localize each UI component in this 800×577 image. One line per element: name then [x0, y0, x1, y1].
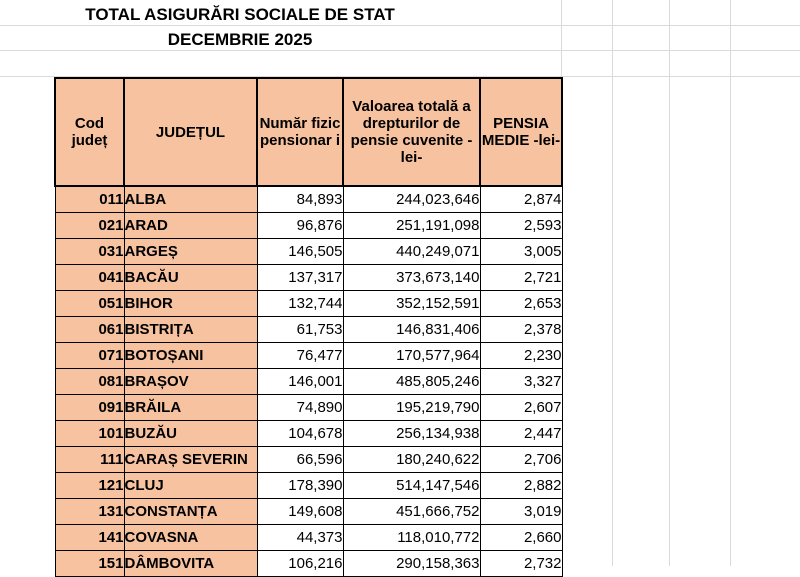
cell-judet[interactable]: BACĂU [124, 265, 257, 291]
cell-judet[interactable]: BRAȘOV [124, 369, 257, 395]
cell-pensia[interactable]: 2,721 [480, 265, 562, 291]
cell-valoare[interactable]: 118,010,772 [343, 525, 480, 551]
cell-cod[interactable]: 081 [55, 369, 124, 395]
table-row [55, 421, 562, 447]
cell-judet[interactable]: BOTOȘANI [124, 343, 257, 369]
cell-numar[interactable]: 106,216 [257, 551, 343, 577]
cell-pensia[interactable]: 3,327 [480, 369, 562, 395]
cell-numar[interactable]: 178,390 [257, 473, 343, 499]
cell-cod[interactable]: 041 [55, 265, 124, 291]
cell-valoare[interactable]: 373,673,140 [343, 265, 480, 291]
header-judet[interactable]: JUDEȚUL [124, 78, 257, 186]
cell-pensia[interactable]: 2,882 [480, 473, 562, 499]
cell-pensia[interactable]: 2,607 [480, 395, 562, 421]
cell-pensia[interactable]: 2,378 [480, 317, 562, 343]
cell-judet[interactable]: DÂMBOVITA [124, 551, 257, 577]
cell-cod[interactable]: 131 [55, 499, 124, 525]
cell-valoare[interactable]: 440,249,071 [343, 239, 480, 265]
table-row [55, 343, 562, 369]
cell-judet[interactable]: COVASNA [124, 525, 257, 551]
cell-numar[interactable]: 146,001 [257, 369, 343, 395]
cell-valoare[interactable]: 170,577,964 [343, 343, 480, 369]
cell-judet[interactable]: BRĂILA [124, 395, 257, 421]
cell-valoare[interactable]: 251,191,098 [343, 213, 480, 239]
cell-numar[interactable]: 61,753 [257, 317, 343, 343]
cell-valoare[interactable]: 485,805,246 [343, 369, 480, 395]
cell-judet[interactable]: ALBA [124, 186, 257, 213]
cell-valoare[interactable]: 244,023,646 [343, 186, 480, 213]
cell-cod[interactable]: 011 [55, 186, 124, 213]
cell-valoare[interactable]: 146,831,406 [343, 317, 480, 343]
gridline [669, 0, 670, 566]
cell-numar[interactable]: 84,893 [257, 186, 343, 213]
cell-numar[interactable]: 74,890 [257, 395, 343, 421]
cell-pensia[interactable]: 2,653 [480, 291, 562, 317]
header-numar[interactable]: Număr fizic pensionar i [257, 78, 343, 186]
cell-valoare[interactable]: 352,152,591 [343, 291, 480, 317]
table-row [55, 499, 562, 525]
cell-judet[interactable]: CONSTANȚA [124, 499, 257, 525]
header-cod[interactable]: Cod județ [55, 78, 124, 186]
cell-pensia[interactable]: 2,660 [480, 525, 562, 551]
gridline [0, 25, 800, 26]
table-row [55, 551, 562, 577]
cell-cod[interactable]: 151 [55, 551, 124, 577]
table-row [55, 473, 562, 499]
cell-numar[interactable]: 132,744 [257, 291, 343, 317]
cell-numar[interactable]: 76,477 [257, 343, 343, 369]
cell-numar[interactable]: 149,608 [257, 499, 343, 525]
table-row [55, 395, 562, 421]
cell-numar[interactable]: 66,596 [257, 447, 343, 473]
gridline [730, 0, 731, 566]
cell-pensia[interactable]: 2,230 [480, 343, 562, 369]
cell-valoare[interactable]: 195,219,790 [343, 395, 480, 421]
cell-valoare[interactable]: 514,147,546 [343, 473, 480, 499]
cell-pensia[interactable]: 2,593 [480, 213, 562, 239]
cell-judet[interactable]: CARAȘ SEVERIN [124, 447, 257, 473]
cell-pensia[interactable]: 2,447 [480, 421, 562, 447]
cell-pensia[interactable]: 2,706 [480, 447, 562, 473]
cell-valoare[interactable]: 180,240,622 [343, 447, 480, 473]
cell-pensia[interactable]: 2,732 [480, 551, 562, 577]
cell-pensia[interactable]: 3,019 [480, 499, 562, 525]
cell-cod[interactable]: 051 [55, 291, 124, 317]
cell-judet[interactable]: CLUJ [124, 473, 257, 499]
cell-cod[interactable]: 061 [55, 317, 124, 343]
cell-judet[interactable]: ARGEȘ [124, 239, 257, 265]
cell-cod[interactable]: 071 [55, 343, 124, 369]
cell-pensia[interactable]: 2,874 [480, 186, 562, 213]
gridline [612, 0, 613, 566]
cell-numar[interactable]: 146,505 [257, 239, 343, 265]
table-row [55, 525, 562, 551]
sheet-subtitle: DECEMBRIE 2025 [167, 30, 313, 49]
cell-cod[interactable]: 101 [55, 421, 124, 447]
cell-cod[interactable]: 111 [55, 447, 124, 473]
cell-numar[interactable]: 104,678 [257, 421, 343, 447]
cell-numar[interactable]: 137,317 [257, 265, 343, 291]
cell-cod[interactable]: 091 [55, 395, 124, 421]
table-row [55, 239, 562, 265]
cell-cod[interactable]: 141 [55, 525, 124, 551]
cell-valoare[interactable]: 256,134,938 [343, 421, 480, 447]
table-row [55, 369, 562, 395]
cell-numar[interactable]: 96,876 [257, 213, 343, 239]
cell-valoare[interactable]: 451,666,752 [343, 499, 480, 525]
cell-cod[interactable]: 021 [55, 213, 124, 239]
cell-numar[interactable]: 44,373 [257, 525, 343, 551]
cell-judet[interactable]: BUZĂU [124, 421, 257, 447]
table-row [55, 447, 562, 473]
cell-valoare[interactable]: 290,158,363 [343, 551, 480, 577]
table-row [55, 186, 562, 213]
cell-judet[interactable]: BISTRIȚA [124, 317, 257, 343]
table-row [55, 291, 562, 317]
sheet-title: TOTAL ASIGURĂRI SOCIALE DE STAT [85, 5, 395, 24]
cell-cod[interactable]: 031 [55, 239, 124, 265]
header-pensia[interactable]: PENSIA MEDIE -lei- [480, 78, 562, 186]
gridline [0, 50, 800, 51]
pension-table [54, 77, 563, 577]
cell-judet[interactable]: BIHOR [124, 291, 257, 317]
table-row [55, 265, 562, 291]
table-row [55, 213, 562, 239]
cell-cod[interactable]: 121 [55, 473, 124, 499]
cell-pensia[interactable]: 3,005 [480, 239, 562, 265]
header-row [55, 78, 562, 186]
table-row [55, 317, 562, 343]
cell-judet[interactable]: ARAD [124, 213, 257, 239]
header-valoare[interactable]: Valoarea totală a drepturilor de pensie cuvenite -lei- [343, 78, 480, 186]
